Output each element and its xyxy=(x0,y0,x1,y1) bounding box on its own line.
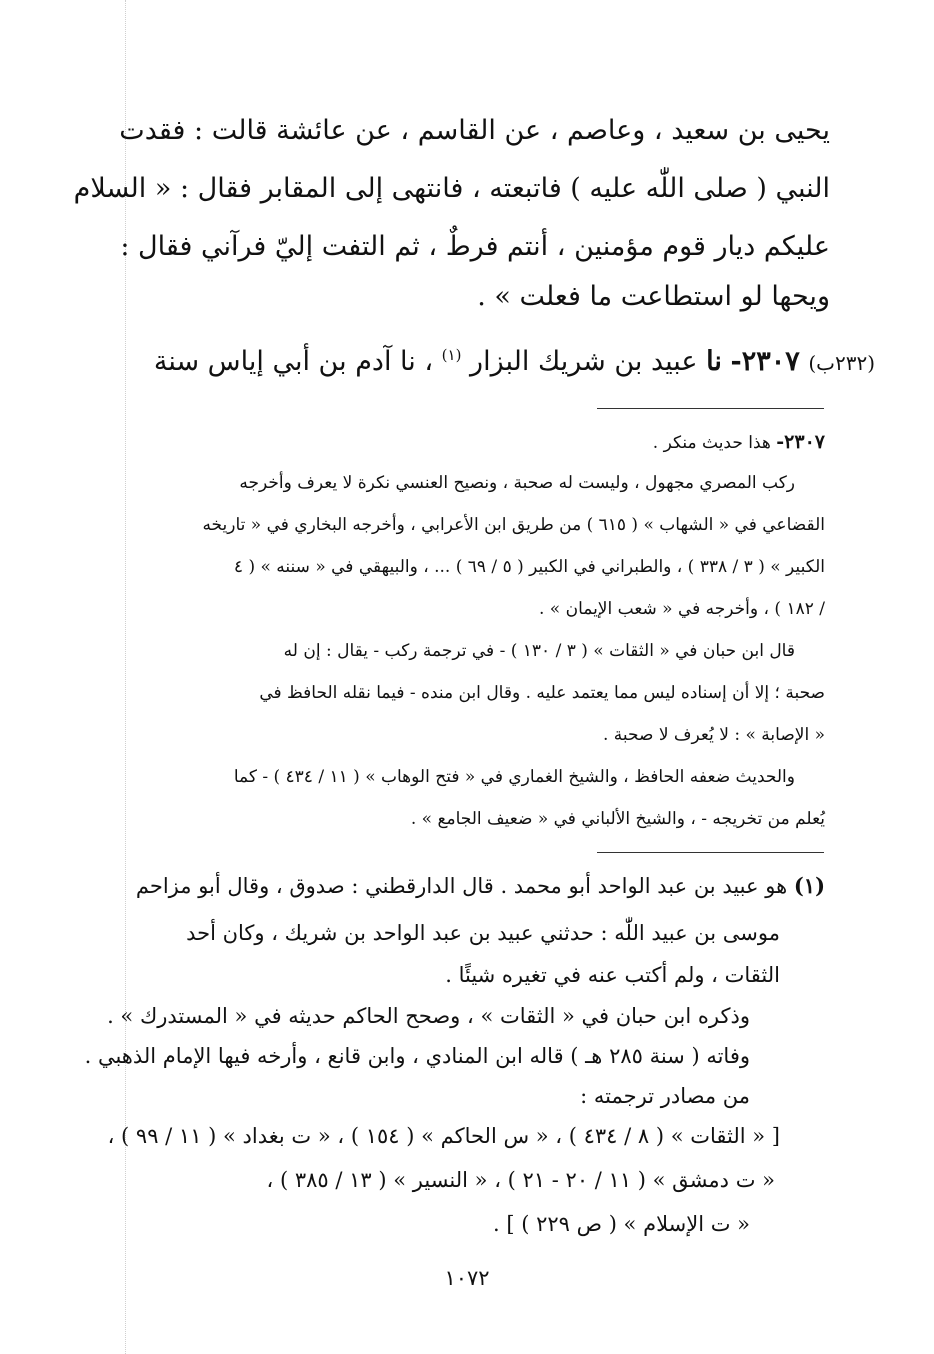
hadith-number: ٢٣٠٧- xyxy=(730,346,800,377)
commentary-heading xyxy=(115,422,825,462)
main-text-line-2: النبي ( صلى اللّٰه عليه ) فاتبعته ، فانتهى إلى المقابر فقال : « السلام xyxy=(73,173,830,204)
footnote-line-5: وفاته ( سنة ٢٨٥ هـ ) قاله ابن المنادي ، وابن قانع ، وأرخه فيها الإمام الذهبي . xyxy=(84,1044,750,1068)
commentary-line-3: الكبير » ( ٣ / ٣٣٨ ) ، والطبراني في الكبير ( ٥ / ٦٩ ) ... ، والبيهقي في « سننه » ( ٤ xyxy=(233,557,825,577)
commentary-line-5: قال ابن حبان في « الثقات » ( ٣ / ١٣٠ ) - في ترجمة ركب - يقال : إن له xyxy=(283,641,795,661)
main-text-line-1: يحيى بن سعيد ، وعاصم ، عن القاسم ، عن عائشة قالت : فقدت xyxy=(119,115,830,146)
footnote-line-1 xyxy=(115,866,825,906)
commentary-line-1: ركب المصري مجهول ، وليست له صحبة ، ونصيح العنسي نكرة لا يعرف وأخرجه xyxy=(239,473,795,493)
main-text-line-3: عليكم ديار قوم مؤمنين ، أنتم فرطٌ ، ثم التفت إليّ فرآني فقال : xyxy=(120,231,830,262)
footnote-line-4: وذكره ابن حبان في « الثقات » ، وصحح الحاكم حديثه في « المستدرك » . xyxy=(107,1004,750,1028)
commentary-line-9: يُعلم من تخريجه - ، والشيخ الألباني في « ضعيف الجامع » . xyxy=(410,809,825,829)
footnote-sources-line-1: [ « الثقات » ( ٨ / ٤٣٤ ) ، « س الحاكم » ( ١٥٤ ) ، « ت بغداد » ( ١١ / ٩٩ ) ، xyxy=(107,1124,780,1148)
commentary-separator xyxy=(597,408,824,409)
page-marker: (٢٣٢ب) xyxy=(808,351,875,375)
footnote-marker: (١) xyxy=(793,873,825,898)
footnote-line-3: الثقات ، ولم أكتب عنه في تغيره شيئًا . xyxy=(445,963,780,987)
commentary-line-6: صحبة ؛ إلا أن إسناده ليس مما يعتمد عليه . وقال ابن منده - فيما نقله الحافظ في xyxy=(259,683,825,703)
commentary-line-2: القضاعي في « الشهاب » ( ٦١٥ ) من طريق ابن الأعرابي ، وأخرجه البخاري في « تاريخه xyxy=(202,515,825,535)
footnote-sources-line-3: « ت الإسلام » ( ص ٢٢٩ ) ] . xyxy=(493,1212,750,1236)
commentary-verdict: هذا حديث منكر . xyxy=(652,433,771,453)
main-text-line-4: ويحها لو استطاعت ما فعلت » . xyxy=(477,281,830,312)
hadith-chain: ، نا آدم بن أبي إياس سنة xyxy=(153,346,434,377)
hadith-narrator: عبيد بن شريك البزار xyxy=(470,346,698,377)
footnote-line-6: من مصادر ترجمته : xyxy=(580,1084,750,1108)
commentary-line-8: والحديث ضعفه الحافظ ، والشيخ الغماري في « فتح الوهاب » ( ١١ / ٤٣٤ ) - كما xyxy=(233,767,795,787)
footnote-line-1-text: هو عبيد بن عبد الواحد أبو محمد . قال الدارقطني : صدوق ، وقال أبو مزاحم xyxy=(135,874,788,898)
footnote-sources-line-2: « ت دمشق » ( ١١ / ٢٠ - ٢١ ) ، « النسير » ( ١٣ / ٣٨٥ ) ، xyxy=(266,1168,775,1192)
footnote-line-2: موسى بن عبيد اللّٰه : حدثني عبيد بن عبد الواحد بن شريك ، وكان أحد xyxy=(186,921,780,945)
commentary-number: ٢٣٠٧- xyxy=(776,431,825,453)
commentary-line-7: « الإصابة » : لا يُعرف لا صحبة . xyxy=(602,725,825,745)
footnote-separator xyxy=(597,852,824,853)
commentary-line-4: / ١٨٢ ) ، وأخرجه في « شعب الإيمان » . xyxy=(538,599,825,619)
hadith-2307-line xyxy=(115,326,875,384)
footnote-ref: (١) xyxy=(441,346,462,364)
hadith-na: نا xyxy=(706,346,722,377)
page-number: ١٠٧٢ xyxy=(444,1266,490,1290)
